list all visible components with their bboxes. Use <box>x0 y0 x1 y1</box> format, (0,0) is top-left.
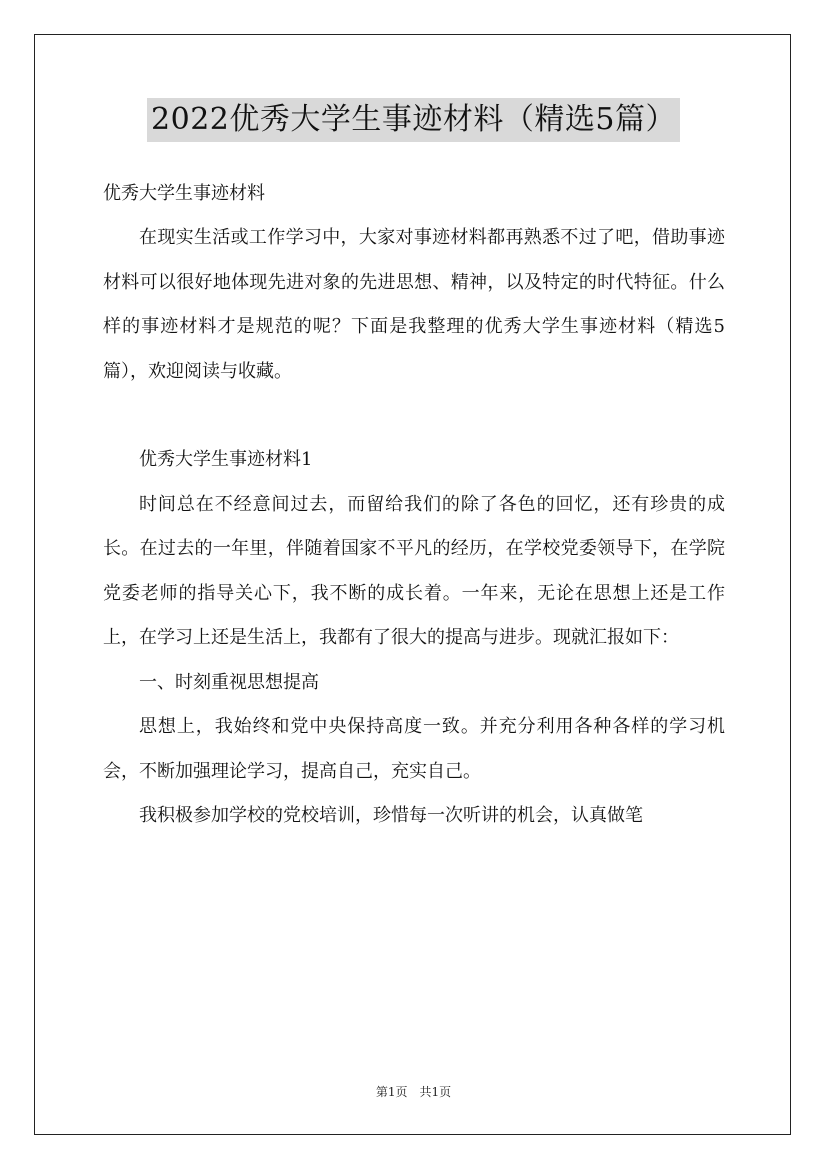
document-title: 2022优秀大学生事迹材料（精选5篇） <box>147 98 680 142</box>
paragraph-spacer <box>103 394 725 438</box>
document-body <box>103 172 725 839</box>
intro-paragraph: 在现实生活或工作学习中，大家对事迹材料都再熟悉不过了吧，借助事迹材料可以很好地体现先进对象的先进思想、精神，以及特定的时代特征。什么样的事迹材料才是规范的呢？下面是我整理的优秀大学生事迹材料（精选5篇），欢迎阅读与收藏。 <box>103 227 725 382</box>
body-paragraph-3: 我积极参加学校的党校培训，珍惜每一次听讲的机会，认真做笔 <box>139 805 643 826</box>
page-footer: 第1页 共1页 <box>375 1085 452 1099</box>
section-heading-1: 一、时刻重视思想提高 <box>139 671 319 693</box>
body-paragraph-1: 时间总在不经意间过去，而留给我们的除了各色的回忆，还有珍贵的成长。在过去的一年里，伴随着国家不平凡的经历，在学校党委领导下，在学院党委老师的指导关心下，我不断的成长着。一年来，无论在思想上还是工作上，在学习上还是生活上，我都有了很大的提高与进步。现就汇报如下： <box>103 493 725 648</box>
title-container <box>0 98 827 142</box>
body-paragraph-2: 思想上，我始终和党中央保持高度一致。并充分利用各种各样的学习机会，不断加强理论学习，提高自己，充实自己。 <box>103 716 725 782</box>
section-title: 优秀大学生事迹材料1 <box>139 449 313 470</box>
document-subhead: 优秀大学生事迹材料 <box>103 183 265 204</box>
